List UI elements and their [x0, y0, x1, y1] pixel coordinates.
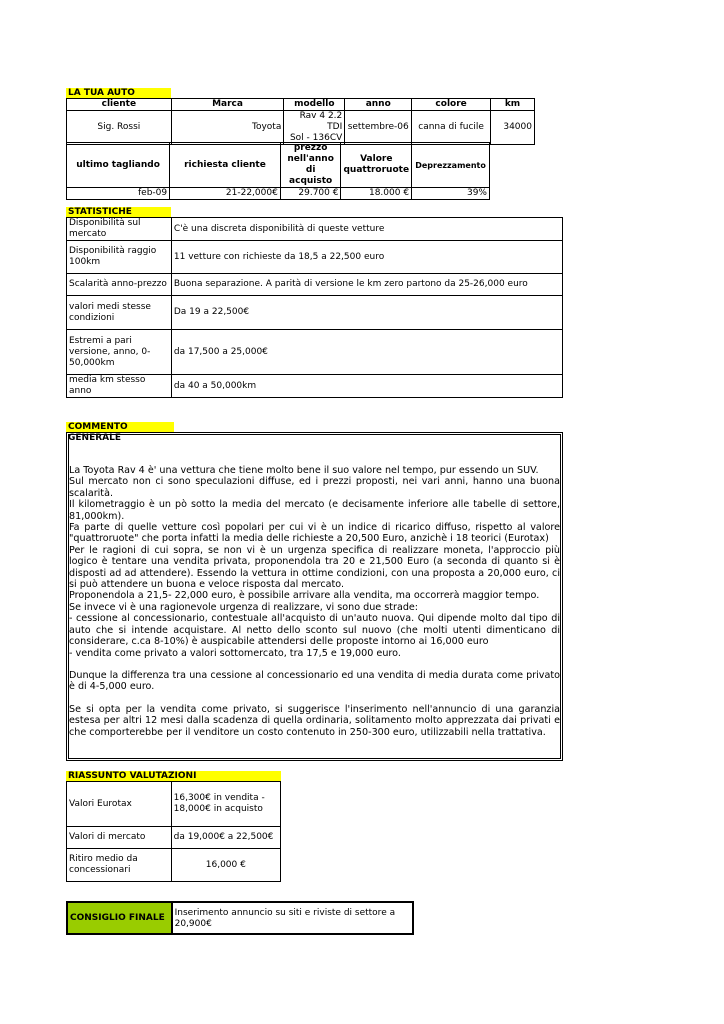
col-valore-line1: Valore: [360, 154, 393, 164]
consiglio-label: CONSIGLIO FINALE: [67, 902, 172, 934]
col-cliente: cliente: [67, 99, 172, 111]
commento-paragraph: Proponendola a 21,5- 22,000 euro, è possibile arrivare alla vendita, ma occorrerà maggior tempo.: [69, 590, 540, 602]
stat-value: da 40 a 50,000km: [171, 375, 562, 398]
stat-value: Buona separazione. A parità di versione le km zero partono da 25-26,000 euro: [171, 274, 562, 296]
la-tua-auto-header: LA TUA AUTO: [66, 88, 171, 99]
statistiche-table: [66, 217, 563, 398]
cell-prezzo: 29.700 €: [280, 188, 341, 200]
cell-cliente: Sig. Rossi: [67, 111, 172, 145]
col-colore: colore: [412, 99, 491, 111]
cell-km: 34000: [491, 111, 535, 145]
commento-header: COMMENTO GENERALE: [66, 422, 174, 433]
stat-label: valori medi stesse condizioni: [67, 296, 172, 330]
stat-label: Estremi a pari versione, anno, 0-50,000km: [67, 330, 172, 375]
commento-paragraph: Dunque la differenza tra una cessione al concessionario ed una vendita di media durata come privato è di 4-5,000 euro.: [69, 669, 560, 693]
cell-modello-line1: Rav 4 2.2 TDI: [299, 111, 343, 132]
commento-paragraph: - vendita come privato a valori sottomercato, tra 17,5 e 19,000 euro.: [69, 647, 401, 659]
commento-paragraph: - cessione al concessionario, contestuale all'acquisto di un'auto nuova. Qui dipende molto dal tipo di auto che si intende acquistare. Al netto dello sconto sul nuovo (che molti utenti dimenticano di considerare, c.ca 8-10%) è auspicabile attendersi delle proposte intorno ai 16,000 euro: [69, 613, 560, 648]
statistiche-header: STATISTICHE: [66, 207, 171, 218]
commento-paragraph: Sul mercato non ci sono speculazioni diffuse, ed i prezzi proposti, nei vari anni, hanno una buona scalarità.: [69, 476, 560, 499]
riassunto-label: Ritiro medio da concessionari: [67, 849, 172, 882]
commento-paragraph: Fa parte di quelle vetture così popolari per cui vi è un indice di ricarico diffuso, rispetto al valore "quattroruote" che porta infatti la media delle richieste a 20,500 Euro, anzichè i 18 teorici (Eurotax): [69, 522, 560, 545]
riassunto-value: da 19,000€ a 22,500€: [171, 827, 280, 849]
cell-valore: 18.000 €: [341, 188, 412, 200]
col-prezzo-line3: acquisto: [289, 176, 333, 186]
riassunto-label: Valori di mercato: [67, 827, 172, 849]
col-modello: modello: [284, 99, 345, 111]
car-info-table: [66, 98, 535, 145]
riassunto-value: [171, 782, 280, 827]
col-prezzo-line2: nell'anno di: [287, 154, 334, 175]
cell-richiesta-cliente: 21-22,000€: [170, 188, 281, 200]
col-valore: [341, 143, 412, 188]
riassunto-value-line2: 18,000€ in acquisto: [173, 804, 263, 814]
stat-label: Disponibilità sul mercato: [67, 218, 172, 241]
commento-text: [69, 465, 560, 738]
stat-label: media km stesso anno: [67, 375, 172, 398]
cell-marca: Toyota: [171, 111, 284, 145]
stat-value: Da 19 a 22,500€: [171, 296, 562, 330]
commento-paragraph: Se invece vi è una ragionevole urgenza di realizzare, vi sono due strade:: [69, 601, 419, 613]
col-anno: anno: [345, 99, 412, 111]
col-km: km: [491, 99, 535, 111]
cell-colore: canna di fucile: [412, 111, 491, 145]
cell-modello: [284, 111, 345, 145]
riassunto-table: [66, 781, 281, 882]
consiglio-table: [66, 901, 414, 935]
riassunto-header: RIASSUNTO VALUTAZIONI: [66, 771, 281, 782]
consiglio-value: Inserimento annuncio su siti e riviste di settore a 20,900€: [172, 902, 413, 934]
col-prezzo-line1: prezzo: [293, 143, 328, 153]
col-valore-line2: quattroruote: [343, 165, 410, 175]
col-ultimo-tagliando: ultimo tagliando: [67, 143, 170, 188]
stat-value: 11 vetture con richieste da 18,5 a 22,500 euro: [171, 241, 562, 274]
col-prezzo: [280, 143, 341, 188]
cell-anno: settembre-06: [345, 111, 412, 145]
riassunto-value: 16,000 €: [171, 849, 280, 882]
commento-paragraph: La Toyota Rav 4 è' una vettura che tiene molto bene il suo valore nel tempo, pur essendo un SUV.: [69, 465, 539, 476]
stat-label: Scalarità anno-prezzo: [67, 274, 172, 296]
col-richiesta-cliente: richiesta cliente: [170, 143, 281, 188]
stat-value: da 17,500 a 25,000€: [171, 330, 562, 375]
stat-label: Disponibilità raggio 100km: [67, 241, 172, 274]
riassunto-label: Valori Eurotax: [67, 782, 172, 827]
riassunto-value-line1: 16,300€ in vendita -: [173, 793, 265, 803]
col-marca: Marca: [171, 99, 284, 111]
col-deprezzamento: Deprezzamento: [412, 143, 490, 188]
commento-paragraph: Il kilometraggio è un pò sotto la media del mercato (e decisamente inferiore alle tabelle di settore, 81,000km).: [69, 499, 560, 522]
cell-modello-line2: Sol - 136CV: [289, 133, 343, 143]
cell-deprezzamento: 39%: [412, 188, 490, 200]
commento-paragraph: Se si opta per la vendita come privato, si suggerisce l'inserimento nell'annuncio di una garanzia estesa per altri 12 mesi dalla scadenza di quella ordinaria, solitamento molto apprezzata dai privati e che comporterebbe per il venditore un costo contenuto in 250-300 euro, utilizzabili nella trattativa.: [69, 703, 560, 738]
stat-value: C'è una discreta disponibilità di queste vetture: [171, 218, 562, 241]
valuation-table: [66, 142, 490, 200]
commento-paragraph: Per le ragioni di cui sopra, se non vi è un urgenza specifica di realizzare moneta, l'approccio più logico è tentare una vendita privata, proponendola tra 20 e 21,500 Euro (a seconda di quanto si è disposti ad ad attendere). Essendo la vettura in ottime condizioni, con una proposta a 20,000 euro, ci si può attendere un buona e veloce risposta dal mercato.: [69, 544, 560, 591]
cell-ultimo-tagliando: feb-09: [67, 188, 170, 200]
commento-box: [66, 432, 563, 761]
